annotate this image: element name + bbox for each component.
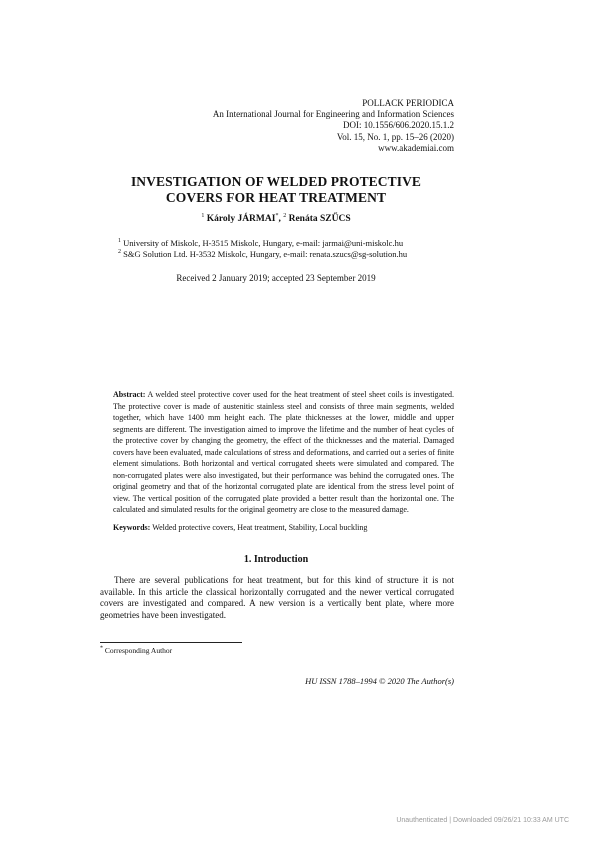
author-2-name: Renáta SZŰCS — [288, 214, 351, 224]
footnote — [100, 646, 172, 655]
journal-doi[interactable]: DOI: 10.1556/606.2020.15.1.2 — [343, 120, 454, 131]
footnote-divider — [100, 642, 242, 643]
journal-volume: Vol. 15, No. 1, pp. 15–26 (2020) — [336, 131, 454, 142]
section-heading-introduction: 1. Introduction — [243, 554, 309, 565]
author-1-name: Károly JÁRMAI — [206, 214, 276, 224]
keywords — [113, 522, 454, 533]
keywords-label: Keywords: — [113, 523, 151, 532]
paper-title — [100, 174, 452, 206]
introduction-paragraph: There are several publications for heat treatment, but for this kind of structure it is not available. In this article the classical horizontally corrugated and the newer vertical corrugated covers are investigated and compared. A new version is a vertically bent plate, where more geometries have been investigated. — [100, 575, 454, 620]
received-dates: Received 2 January 2019; accepted 23 September 2019 — [176, 273, 376, 283]
footnote-text: Corresponding Author — [104, 646, 173, 655]
affiliations — [118, 238, 407, 260]
download-stamp: Unauthenticated | Downloaded 09/26/21 10:33 AM UTC — [396, 817, 569, 824]
paper-title-line-1: INVESTIGATION OF WELDED PROTECTIVE — [130, 174, 422, 189]
author-separator: , — [278, 214, 284, 224]
abstract-label: Abstract: — [113, 390, 146, 399]
author-1-superscript: 1 — [201, 212, 205, 219]
journal-website[interactable]: www.akademiai.com — [378, 142, 454, 153]
affiliation-2-superscript: 2 — [118, 249, 121, 256]
affiliation-1-text: University of Miskolc, H-3515 Miskolc, Hungary, e-mail: jarmai@uni-miskolc.hu — [123, 238, 404, 248]
affiliation-1-superscript: 1 — [118, 238, 121, 245]
journal-header — [213, 98, 454, 154]
author-2-superscript: 2 — [283, 212, 287, 219]
affiliation-2 — [118, 249, 407, 260]
journal-name: POLLACK PERIODICA — [362, 98, 454, 108]
abstract-text: A welded steel protective cover used for the heat treatment of steel sheet coils is investigated. The protective cover is made of austenitic stainless steel and consists of three main segments, welded together, which have 1400 mm height each. The plate thicknesses at the lower, middle and upper segments are different. The investigation aimed to improve the lifetime and the number of heat cycles of the protective cover by changing the geometry, the effect of the thicknesses and the material. Damaged covers have been evaluated, made calculations of stress and deformations, and carried out a series of finite element simulations. Both horizontal and vertical corrugated sheets were simulated and compared. The non-corrugated plates were also investigated, but their performance was behind the corrugated ones. The original geometry and that of the horizontal corrugated plate are identical from the stress level point of view. The vertical position of the corrugated plate provided a better result than the horizontal one. The calculated and simulated results for the original geometry are close to the measured damage. — [113, 390, 454, 514]
abstract — [113, 389, 454, 516]
keywords-text: Welded protective covers, Heat treatment, Stability, Local buckling — [152, 523, 368, 532]
affiliation-1 — [118, 238, 407, 249]
issn-copyright: HU ISSN 1788–1994 © 2020 The Author(s) — [305, 676, 454, 686]
author-list — [100, 214, 452, 224]
footnote-mark: * — [100, 645, 103, 652]
corresponding-author-mark: * — [275, 212, 279, 219]
paper-title-line-2: COVERS FOR HEAT TREATMENT — [165, 190, 387, 205]
affiliation-2-text: S&G Solution Ltd. H-3532 Miskolc, Hungary, e-mail: renata.szucs@sg-solution.hu — [123, 249, 408, 259]
journal-subtitle: An International Journal for Engineering and Information Sciences — [212, 109, 454, 120]
